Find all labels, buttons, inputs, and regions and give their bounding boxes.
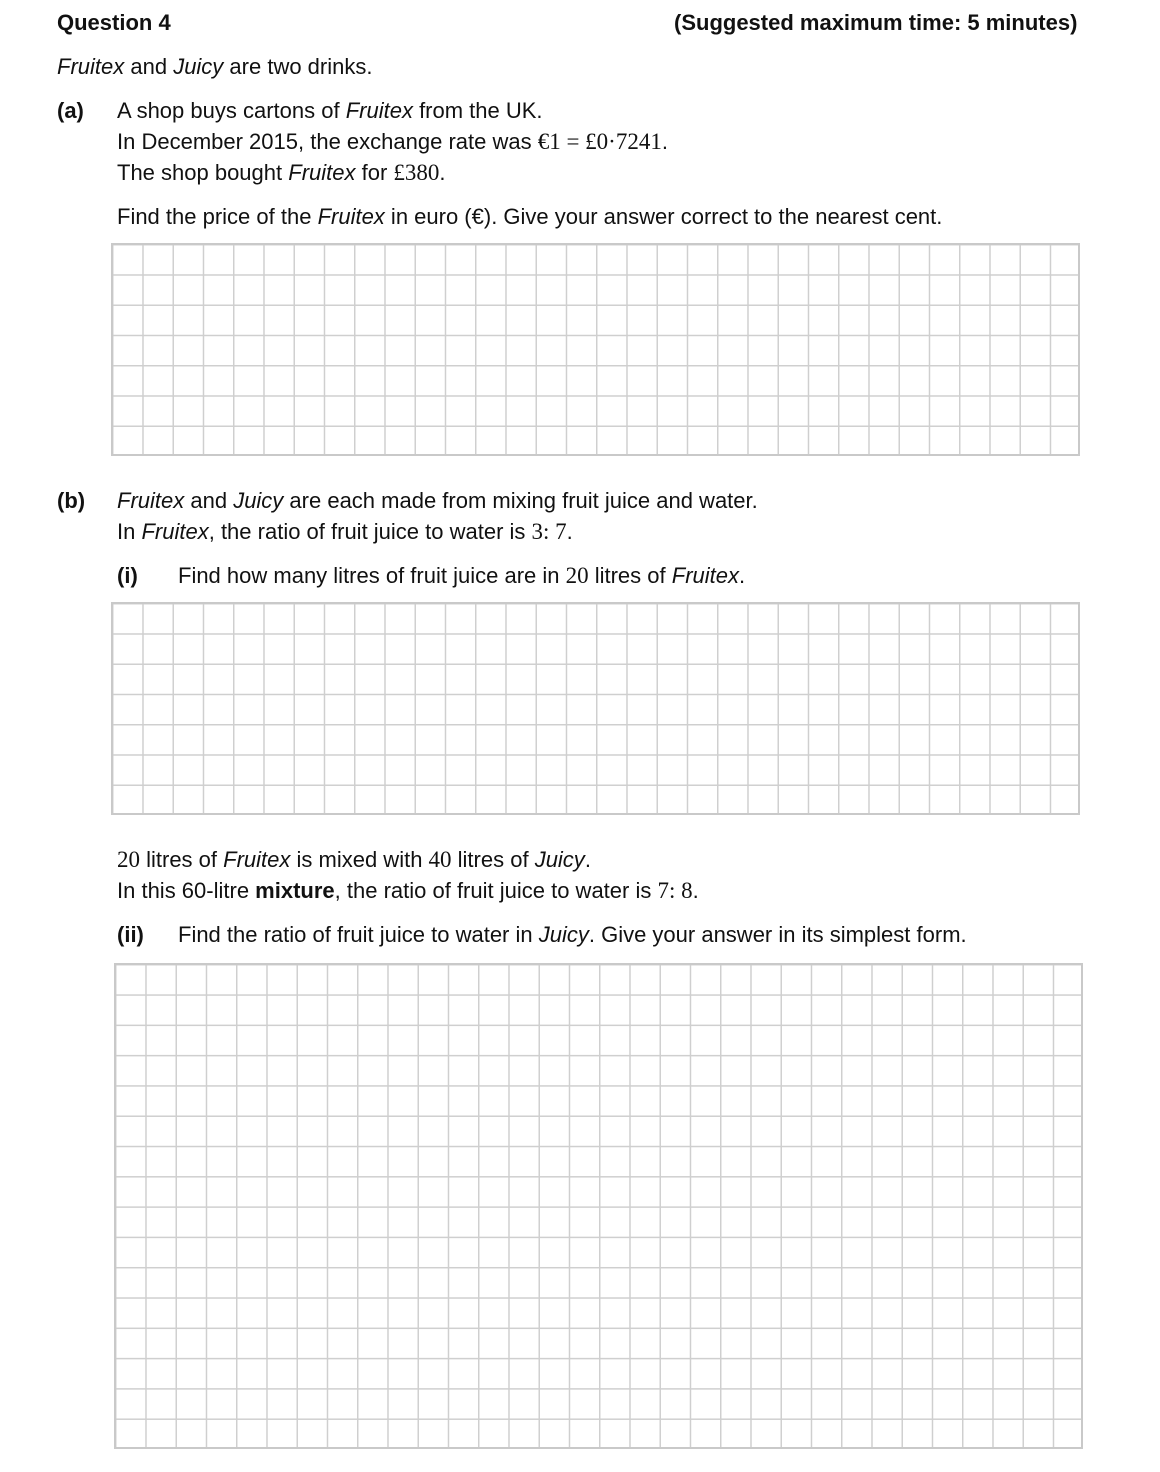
- litres-math: 20: [117, 847, 140, 872]
- text-span: are each made from mixing fruit juice and water.: [283, 488, 758, 513]
- drink-name: Juicy: [538, 922, 589, 947]
- drink-name: Fruitex: [671, 563, 739, 588]
- text-span: , the ratio of fruit juice to water is: [208, 519, 532, 544]
- drink-name: Fruitex: [288, 160, 356, 185]
- text-span: , the ratio of fruit juice to water is: [334, 878, 658, 903]
- part-b-label: (b): [57, 488, 86, 513]
- price-math: £380: [393, 160, 440, 185]
- intro-text: [57, 52, 372, 82]
- answer-grid-b-ii[interactable]: [114, 963, 1083, 1449]
- ratio-math: 7: 8: [657, 878, 693, 903]
- text-span: .: [566, 519, 573, 544]
- drink-name: Juicy: [233, 488, 284, 513]
- text-span: in euro (€). Give your answer correct to the nearest cent.: [384, 204, 943, 229]
- mix-line2: [117, 876, 699, 906]
- time-note: (Suggested maximum time: 5 minutes): [674, 10, 1078, 35]
- text-span: In: [117, 519, 142, 544]
- text-span: is mixed with: [290, 847, 429, 872]
- text-span: litres of: [140, 847, 224, 872]
- litres-math: 40: [428, 847, 452, 872]
- part-b-line1: [117, 486, 758, 516]
- text-span: .: [692, 878, 699, 903]
- mixture-word: mixture: [255, 878, 335, 903]
- text-span: from the UK.: [412, 98, 543, 123]
- text-span: .: [584, 847, 591, 872]
- text-span: In this 60-litre: [117, 878, 256, 903]
- part-b-line2: [117, 517, 573, 547]
- text-span: for: [355, 160, 394, 185]
- drink-name: Fruitex: [141, 519, 209, 544]
- text-span: The shop bought: [117, 160, 289, 185]
- part-b-ii-label: (ii): [117, 922, 144, 947]
- text-span: litres of: [588, 563, 672, 588]
- text-span: . Give your answer in its simplest form.: [588, 922, 967, 947]
- text-span: .: [439, 160, 446, 185]
- exchange-rate-math: €1 = £0·7241: [537, 129, 662, 154]
- mix-line1: [117, 845, 591, 875]
- text-span: .: [739, 563, 746, 588]
- drink-name: Juicy: [534, 847, 585, 872]
- part-b-i-task: [178, 561, 745, 591]
- drink-name: Juicy: [173, 54, 224, 79]
- part-a-label: (a): [57, 98, 84, 123]
- part-a-line1: [117, 96, 543, 126]
- text-span: .: [661, 129, 668, 154]
- answer-grid-b-i[interactable]: [111, 602, 1080, 815]
- answer-grid-a[interactable]: [111, 243, 1080, 456]
- drink-name: Fruitex: [117, 488, 185, 513]
- drink-name: Fruitex: [317, 204, 385, 229]
- intro-ending: are two drinks.: [223, 54, 373, 79]
- text-span: A shop buys cartons of: [117, 98, 346, 123]
- part-b-ii-task: [178, 920, 967, 950]
- text-span: and: [184, 488, 234, 513]
- part-b-i-label: (i): [117, 563, 138, 588]
- text-span: Find the ratio of fruit juice to water in: [178, 922, 539, 947]
- intro-connector: and: [124, 54, 174, 79]
- text-span: litres of: [451, 847, 535, 872]
- drink-name: Fruitex: [345, 98, 413, 123]
- ratio-math: 3: 7: [531, 519, 567, 544]
- text-span: Find the price of the: [117, 204, 318, 229]
- text-span: Find how many litres of fruit juice are in: [178, 563, 566, 588]
- question-title: Question 4: [57, 10, 171, 35]
- drink-name: Fruitex: [223, 847, 291, 872]
- litres-math: 20: [565, 563, 589, 588]
- part-a-task: [117, 202, 942, 232]
- part-a-line3: [117, 158, 446, 188]
- text-span: In December 2015, the exchange rate was: [117, 129, 538, 154]
- part-a-line2: [117, 127, 668, 157]
- drink-name: Fruitex: [57, 54, 125, 79]
